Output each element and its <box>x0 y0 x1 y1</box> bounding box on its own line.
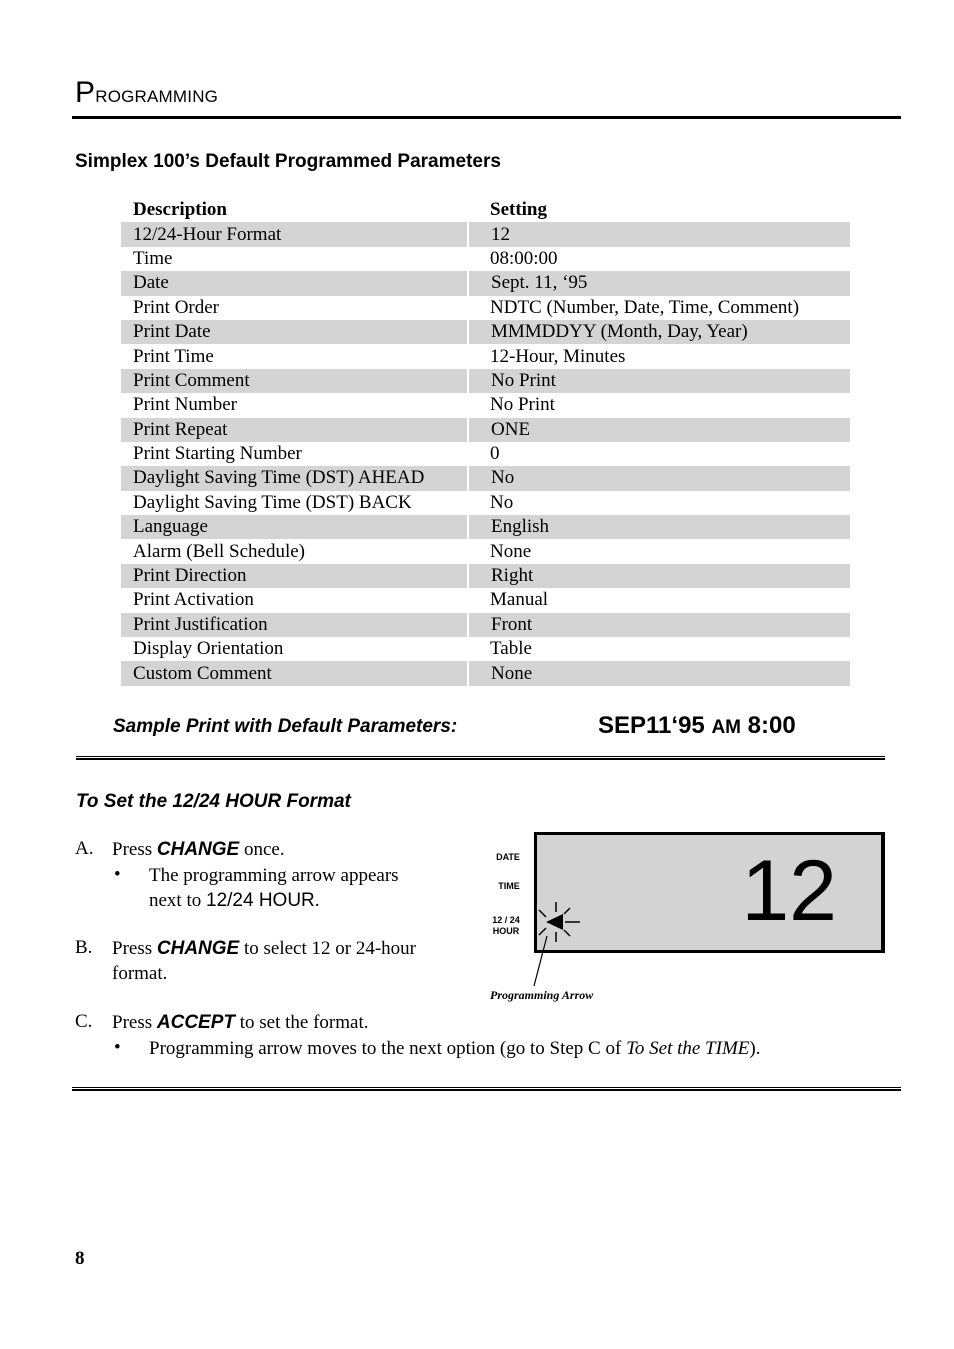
procedure-divider <box>72 1087 901 1091</box>
display-label-hour-line2: HOUR <box>492 926 520 936</box>
step-a-bullet-prefix: next to <box>149 890 206 911</box>
cell-description: Custom Comment <box>121 661 468 685</box>
cell-description: 12/24-Hour Format <box>121 222 468 246</box>
cell-setting: No <box>490 491 514 513</box>
cell-description: Date <box>121 271 468 295</box>
page-number: 8 <box>75 1248 85 1269</box>
step-b-letter: B. <box>75 937 93 958</box>
step-b-rest: to select 12 or 24-hour <box>239 938 416 959</box>
cell-description: Time <box>133 247 173 269</box>
sample-print-label: Sample Print with Default Parameters: <box>113 716 458 737</box>
step-a-bullet-line1: The programming arrow appears <box>149 865 399 886</box>
step-c-letter: C. <box>75 1011 93 1032</box>
step-b-text <box>112 936 416 986</box>
display-label-time: TIME <box>498 881 520 891</box>
table-row <box>121 661 850 685</box>
cell-setting: Sept. 11, ‘95 <box>468 271 850 295</box>
cell-description: Print Date <box>121 320 468 344</box>
sample-ampm: AM <box>711 717 741 738</box>
cell-description: Daylight Saving Time (DST) BACK <box>133 491 412 513</box>
cell-setting: 0 <box>490 443 500 465</box>
step-b-line1 <box>112 936 416 961</box>
display-label-12-24-hour <box>488 915 524 937</box>
step-c-key: ACCEPT <box>156 1012 235 1033</box>
step-b-line2: format. <box>112 963 168 984</box>
cell-setting: 08:00:00 <box>490 247 558 269</box>
table-row <box>121 515 850 539</box>
column-header-description: Description <box>133 199 227 221</box>
sample-divider <box>76 756 885 760</box>
cell-description: Print Number <box>133 394 237 416</box>
table-row <box>121 564 850 588</box>
step-c-rest: to set the format. <box>235 1012 369 1033</box>
cell-description: Daylight Saving Time (DST) AHEAD <box>121 466 468 490</box>
step-a-rest: once. <box>239 839 285 860</box>
cell-setting: Front <box>468 613 850 637</box>
cell-description: Language <box>121 515 468 539</box>
cell-description: Print Justification <box>121 613 468 637</box>
step-a-text <box>112 837 285 862</box>
cell-setting: NDTC (Number, Date, Time, Comment) <box>490 296 800 318</box>
table-row <box>121 418 850 442</box>
cell-setting: Table <box>490 638 532 660</box>
table-body <box>121 222 850 685</box>
sample-date: SEP11‘95 <box>598 712 712 739</box>
cell-description: Print Activation <box>133 589 254 611</box>
step-c-press: Press <box>112 1012 157 1033</box>
header-title-initial: P <box>75 76 96 109</box>
table-row <box>121 613 850 637</box>
cell-setting: Manual <box>490 589 549 611</box>
display-label-date: DATE <box>496 852 520 862</box>
cell-setting: None <box>490 540 532 562</box>
cell-description: Alarm (Bell Schedule) <box>133 540 306 562</box>
cell-description: Print Comment <box>121 369 468 393</box>
table-row <box>121 271 850 295</box>
cell-description: Print Direction <box>121 564 468 588</box>
header-rule <box>72 116 901 119</box>
table-row <box>121 296 850 320</box>
step-c-bullet-suffix: ). <box>749 1038 761 1059</box>
step-c-bullet-text <box>149 1036 760 1061</box>
cell-setting: No <box>468 466 850 490</box>
table-row <box>121 466 850 490</box>
cell-setting: None <box>468 661 850 685</box>
cell-setting: No Print <box>468 369 850 393</box>
table-row <box>121 222 850 246</box>
step-a-bullet: • <box>114 864 121 885</box>
cell-description: Print Time <box>133 345 214 367</box>
cell-description: Print Order <box>133 296 220 318</box>
table-row <box>121 247 850 271</box>
table-row <box>121 637 850 661</box>
cell-description: Print Starting Number <box>133 443 302 465</box>
step-a-bullet-term: 12/24 HOUR <box>206 890 315 911</box>
step-c-bullet-prefix: Programming arrow moves to the next option (go to Step C of <box>149 1038 627 1059</box>
table-header-row <box>121 198 850 222</box>
step-a-key: CHANGE <box>156 839 240 860</box>
lcd-display-value: 12 <box>741 843 837 939</box>
cell-setting: Right <box>468 564 850 588</box>
sample-time: 8:00 <box>741 712 796 739</box>
default-parameters-table <box>121 198 850 686</box>
table-row <box>121 344 850 368</box>
table-row <box>121 393 850 417</box>
cell-description: Print Repeat <box>121 418 468 442</box>
table-row <box>121 539 850 563</box>
cell-setting: MMMDDYY (Month, Day, Year) <box>468 320 850 344</box>
procedure-title: To Set the 12/24 HOUR Format <box>76 791 351 812</box>
table-row <box>121 369 850 393</box>
page-header-title <box>75 76 218 110</box>
column-header-setting: Setting <box>490 199 547 221</box>
programming-arrow-callout: Programming Arrow <box>490 988 594 1002</box>
display-label-hour-line1: 12 / 24 <box>492 915 520 925</box>
cell-description: Display Orientation <box>133 638 284 660</box>
step-c-bullet: • <box>114 1037 121 1058</box>
step-a-bullet-suffix: . <box>314 890 320 911</box>
cell-setting: 12-Hour, Minutes <box>490 345 626 367</box>
table-row <box>121 320 850 344</box>
table-row <box>121 442 850 466</box>
step-a-bullet-line2 <box>149 888 399 913</box>
header-title-rest: ROGRAMMING <box>95 87 219 106</box>
table-row <box>121 491 850 515</box>
step-b-key: CHANGE <box>156 938 240 959</box>
table-row <box>121 588 850 612</box>
step-a-letter: A. <box>75 838 94 859</box>
cell-setting: English <box>468 515 850 539</box>
step-b-press: Press <box>112 938 157 959</box>
cell-setting: No Print <box>490 394 555 416</box>
cell-setting: ONE <box>468 418 850 442</box>
section-title: Simplex 100’s Default Programmed Parameters <box>75 151 501 172</box>
step-a-bullet-text <box>149 863 399 913</box>
sample-print-value <box>598 712 796 740</box>
step-a-press: Press <box>112 839 157 860</box>
step-c-bullet-ref: To Set the TIME <box>626 1038 750 1059</box>
cell-setting: 12 <box>468 222 850 246</box>
step-c-text <box>112 1010 369 1035</box>
